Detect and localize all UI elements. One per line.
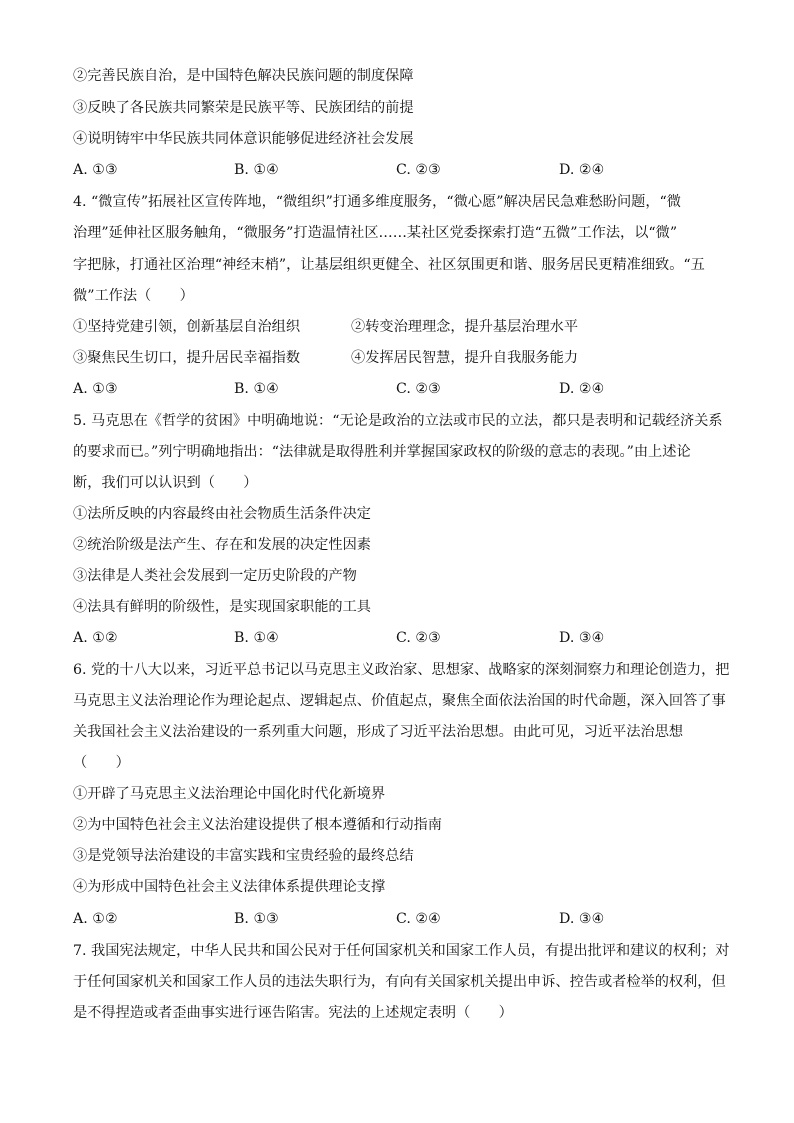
q5-item-1: ①法所反映的内容最终由社会物质生活条件决定 [73, 506, 371, 522]
q4-stem-line-4: 微”工作法（ ） [73, 288, 194, 304]
q3-item-2: ②完善民族自治，是中国特色解决民族问题的制度保障 [73, 68, 414, 84]
q6-option-d[interactable]: D. ③④ [559, 911, 605, 927]
q6-stem-line-4: （ ） [73, 755, 130, 771]
q3-item-4: ④说明铸牢中华民族共同体意识能够促进经济社会发展 [73, 131, 414, 147]
q5-option-d[interactable]: D. ③④ [559, 630, 605, 646]
q6-stem-line-3: 关我国社会主义法治建设的一系列重大问题，形成了习近平法治思想。由此可见，习近平法治思想 [73, 724, 684, 740]
q3-option-d[interactable]: D. ②④ [559, 162, 605, 178]
q5-item-4: ④法具有鲜明的阶级性，是实现国家职能的工具 [73, 599, 371, 615]
q4-item-3: ③聚焦民生切口，提升居民幸福指数 [73, 350, 301, 366]
q6-item-2: ②为中国特色社会主义法治建设提供了根本遵循和行动指南 [73, 817, 442, 833]
q4-options [73, 379, 723, 399]
q3-option-c[interactable]: C. ②③ [396, 162, 441, 178]
q6-options [73, 909, 723, 929]
q5-stem-line-2: 的要求而已。”列宁明确地指出：“法律就是取得胜利并掌握国家政权的阶级的意志的表现。”由上述论 [73, 444, 691, 460]
q6-option-b[interactable]: B. ①③ [234, 911, 279, 927]
q6-item-3: ③是党领导法治建设的丰富实践和宝贵经验的最终总结 [73, 848, 414, 864]
q4-option-d[interactable]: D. ②④ [559, 381, 605, 397]
q3-item-3: ③反映了各民族共同繁荣是民族平等、民族团结的前提 [73, 100, 414, 116]
q5-stem-line-3: 断，我们可以认识到（ ） [73, 475, 258, 491]
q5-option-c[interactable]: C. ②③ [396, 630, 441, 646]
q6-option-a[interactable]: A. ①② [73, 911, 118, 927]
q5-option-a[interactable]: A. ①② [73, 630, 118, 646]
q6-item-4: ④为形成中国特色社会主义法律体系提供理论支撑 [73, 879, 386, 895]
q4-item-4: ④发挥居民智慧，提升自我服务能力 [351, 350, 579, 366]
q6-option-c[interactable]: C. ②④ [396, 911, 441, 927]
q4-option-b[interactable]: B. ①④ [234, 381, 279, 397]
q5-item-3: ③法律是人类社会发展到一定历史阶段的产物 [73, 568, 357, 584]
q5-options [73, 628, 723, 648]
q7-stem-line-1: 7. 我国宪法规定，中华人民共和国公民对于任何国家机关和国家工作人员，有提出批评和建议的权利；对 [73, 943, 730, 959]
q6-item-1: ①开辟了马克思主义法治理论中国化时代化新境界 [73, 786, 386, 802]
q6-stem-line-1: 6. 党的十八大以来，习近平总书记以马克思主义政治家、思想家、战略家的深刻洞察力和理论创造力，把 [73, 662, 730, 678]
q3-option-a[interactable]: A. ①③ [73, 162, 118, 178]
q5-stem-line-1: 5. 马克思在《哲学的贫困》中明确地说：“无论是政治的立法或市民的立法，都只是表明和记载经济关系 [73, 413, 723, 429]
q7-stem-line-3: 是不得捏造或者歪曲事实进行诬告陷害。宪法的上述规定表明（ ） [73, 1005, 513, 1021]
q4-option-c[interactable]: C. ②③ [396, 381, 441, 397]
q4-option-a[interactable]: A. ①③ [73, 381, 118, 397]
q4-stem-line-1: 4. “微宣传”拓展社区宣传阵地，“微组织”打通多维度服务，“微心愿”解决居民急难愁盼问题，“微 [73, 194, 681, 210]
q3-options [73, 160, 723, 180]
q4-stem-line-2: 治理”延伸社区服务触角，“微服务”打造温情社区……某社区党委探索打造“五微”工作法，以“微” [73, 225, 678, 241]
q4-item-1: ①坚持党建引领，创新基层自治组织 [73, 319, 301, 335]
q4-stem-line-3: 字把脉，打通社区治理“神经末梢”，让基层组织更健全、社区氛围更和谐、服务居民更精准细致。“五 [73, 257, 705, 273]
q5-option-b[interactable]: B. ①④ [234, 630, 279, 646]
q6-stem-line-2: 马克思主义法治理论作为理论起点、逻辑起点、价值起点，聚焦全面依法治国的时代命题，深入回答了事 [73, 693, 726, 709]
q3-option-b[interactable]: B. ①④ [234, 162, 279, 178]
q5-item-2: ②统治阶级是法产生、存在和发展的决定性因素 [73, 537, 371, 553]
q7-stem-line-2: 于任何国家机关和国家工作人员的违法失职行为，有向有关国家机关提出申诉、控告或者检举的权利，但 [73, 974, 726, 990]
q4-item-2: ②转变治理理念，提升基层治理水平 [351, 319, 579, 335]
